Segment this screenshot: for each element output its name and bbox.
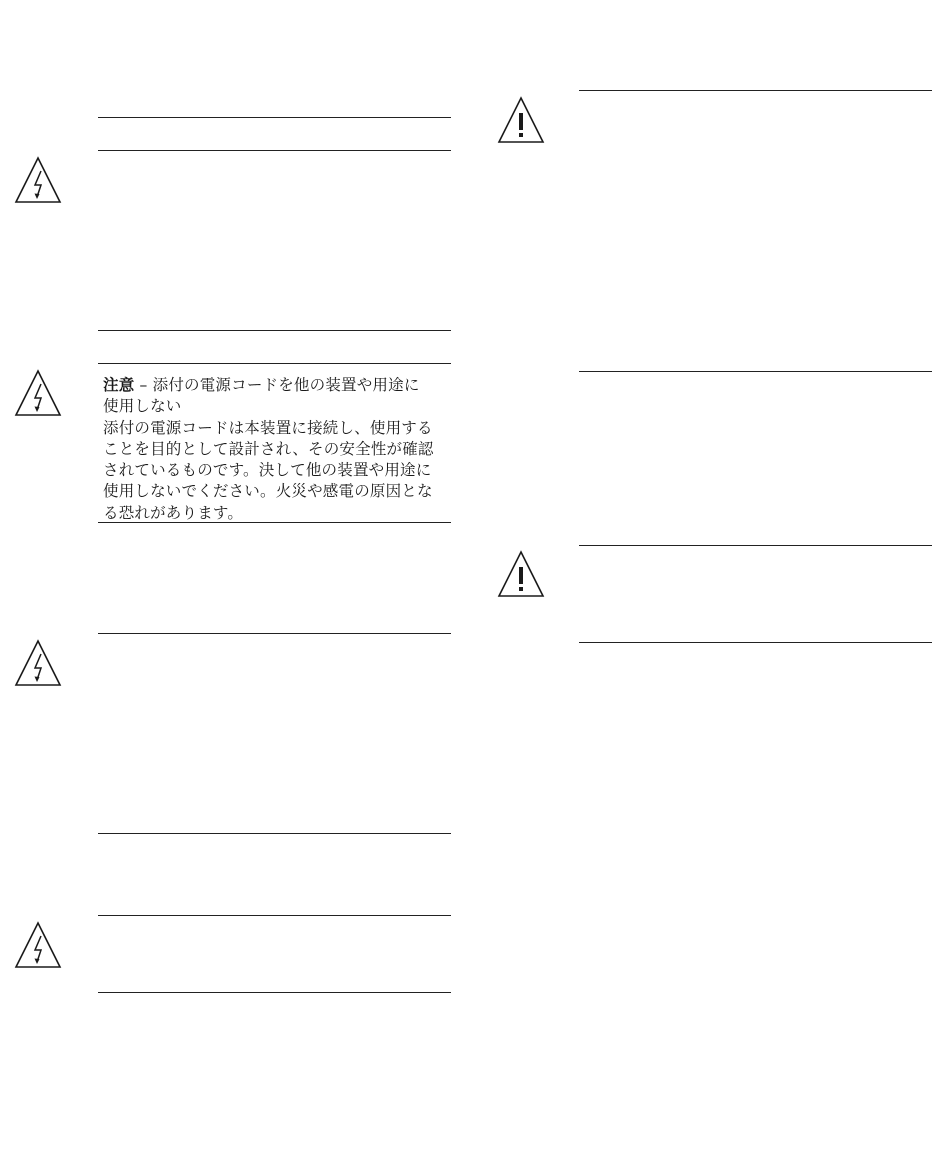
notice-heading-line2: 使用しない xyxy=(103,397,182,416)
divider-rule xyxy=(579,371,932,372)
divider-rule xyxy=(98,915,451,916)
notice-title: 注意 xyxy=(103,376,135,394)
divider-rule xyxy=(579,545,932,546)
divider-rule xyxy=(98,992,451,993)
power-cord-caution-notice xyxy=(103,375,453,524)
electric-shock-icon xyxy=(14,921,62,969)
caution-exclamation-icon xyxy=(497,96,545,144)
divider-rule xyxy=(98,330,451,331)
notice-body-line: る恐れがあります。 xyxy=(103,503,244,522)
divider-rule xyxy=(98,117,451,118)
caution-exclamation-icon xyxy=(497,550,545,598)
divider-rule xyxy=(579,90,932,91)
divider-rule xyxy=(98,633,451,634)
notice-body-line: されているものです。決して他の装置や用途に xyxy=(103,461,432,480)
notice-body-line: ことを目的として設計され、その安全性が確認 xyxy=(103,439,434,458)
electric-shock-icon xyxy=(14,156,62,204)
divider-rule xyxy=(98,150,451,151)
notice-body-line: 使用しないでください。火災や感電の原因とな xyxy=(103,482,433,501)
notice-heading xyxy=(103,375,453,396)
notice-separator: – xyxy=(134,376,153,394)
notice-body-line: 添付の電源コードは本装置に接続し、使用する xyxy=(103,418,433,437)
divider-rule xyxy=(579,642,932,643)
electric-shock-icon xyxy=(14,369,62,417)
electric-shock-icon xyxy=(14,639,62,687)
notice-heading-text: 添付の電源コードを他の装置や用途に xyxy=(152,376,420,394)
divider-rule xyxy=(98,833,451,834)
divider-rule xyxy=(98,363,451,364)
